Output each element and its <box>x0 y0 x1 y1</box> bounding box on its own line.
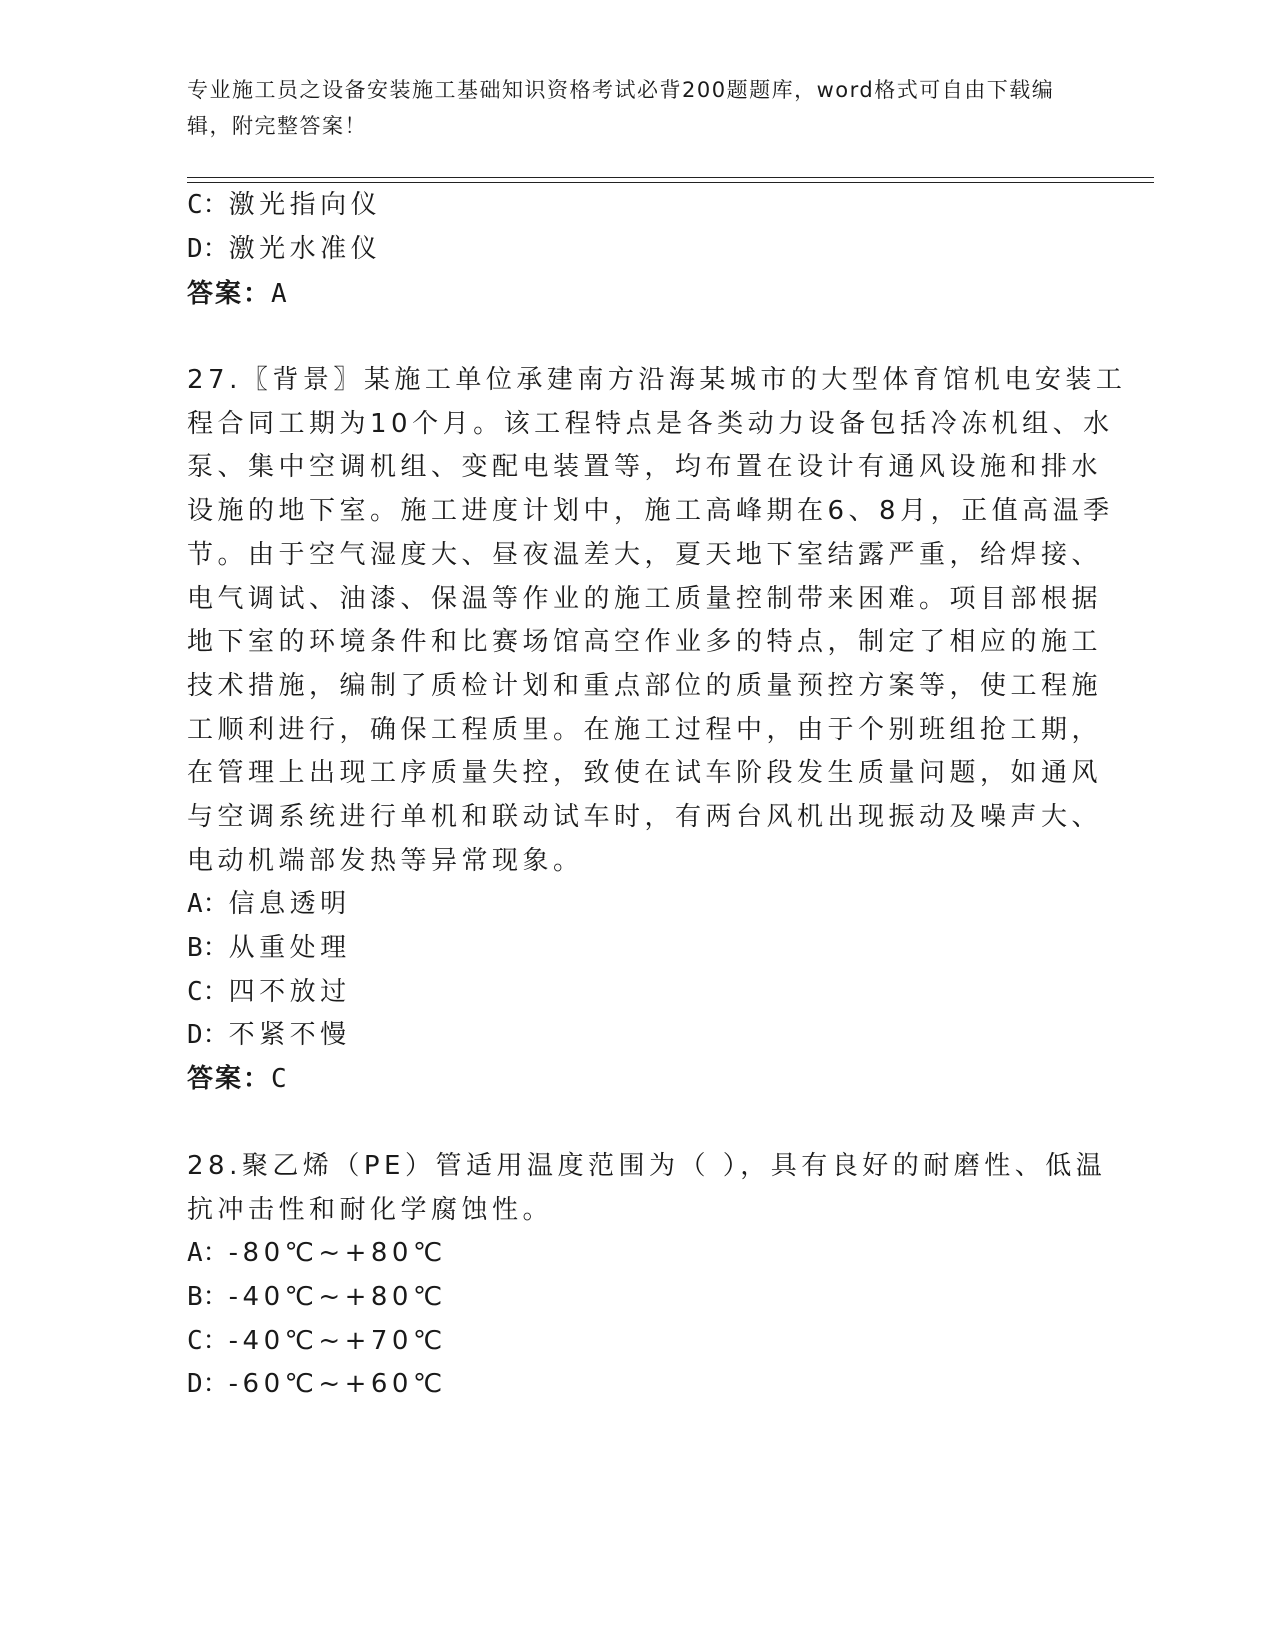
q26-option-c <box>187 189 381 221</box>
q27-option-d <box>187 1019 351 1051</box>
q27-line: 泵、集中空调机组、变配电装置等，均布置在设计有通风设施和排水 <box>187 452 1103 482</box>
q26-answer <box>187 278 289 310</box>
q27-line: 设施的地下室。施工进度计划中，施工高峰期在6、8月，正值高温季 <box>187 496 1114 526</box>
option-text: 不紧不慢 <box>228 1020 351 1050</box>
header-title: 专业施工员之设备安装施工基础知识资格考试必背200题题库，word格式可自由下载编辑，附完整答案！ <box>187 78 1055 138</box>
answer-value: A <box>271 279 289 309</box>
q28-option-d <box>187 1368 447 1400</box>
q27-line: 技术措施，编制了质检计划和重点部位的质量预控方案等，使工程施 <box>187 671 1103 701</box>
option-text: -80℃~+80℃ <box>228 1238 447 1268</box>
option-letter: D： <box>187 1369 229 1399</box>
option-letter: C： <box>187 1326 229 1356</box>
option-letter: B： <box>187 933 229 963</box>
answer-label: 答案： <box>187 1064 272 1094</box>
q27-line: 27.〖背景〗某施工单位承建南方沿海某城市的大型体育馆机电安装工 <box>187 365 1127 395</box>
q27-line: 与空调系统进行单机和联动试车时，有两台风机出现振动及噪声大、 <box>187 802 1103 832</box>
option-text: 从重处理 <box>228 933 351 963</box>
option-letter: C： <box>187 977 229 1007</box>
option-text: 激光指向仪 <box>228 190 382 220</box>
q28-option-c <box>187 1325 447 1357</box>
option-text: -40℃~+70℃ <box>228 1326 447 1356</box>
option-text: -60℃~+60℃ <box>228 1369 447 1399</box>
q26-option-d <box>187 233 381 265</box>
header-rule-bottom <box>187 182 1154 183</box>
option-letter: C： <box>187 190 229 220</box>
page-header <box>187 72 1067 144</box>
q27-line: 程合同工期为10个月。该工程特点是各类动力设备包括冷冻机组、水 <box>187 409 1114 439</box>
option-text: -40℃~+80℃ <box>228 1282 447 1312</box>
q27-line: 电动机端部发热等异常现象。 <box>187 846 584 876</box>
q27-line: 节。由于空气湿度大、昼夜温差大，夏天地下室结露严重，给焊接、 <box>187 540 1103 570</box>
option-text: 信息透明 <box>228 889 351 919</box>
option-letter: D： <box>187 234 229 264</box>
q28-line: 抗冲击性和耐化学腐蚀性。 <box>187 1195 554 1225</box>
q27-line: 地下室的环境条件和比赛场馆高空作业多的特点，制定了相应的施工 <box>187 627 1103 657</box>
q27-line: 在管理上出现工序质量失控，致使在试车阶段发生质量问题，如通风 <box>187 758 1103 788</box>
q28-option-a <box>187 1237 447 1269</box>
q27-line: 电气调试、油漆、保温等作业的施工质量控制带来困难。项目部根据 <box>187 584 1103 614</box>
option-letter: D： <box>187 1020 229 1050</box>
option-letter: A： <box>187 889 229 919</box>
header-rule-top <box>187 177 1154 178</box>
q28-option-b <box>187 1281 447 1313</box>
q27-answer <box>187 1063 289 1095</box>
option-letter: A： <box>187 1238 229 1268</box>
q27-option-a <box>187 888 351 920</box>
option-text: 四不放过 <box>228 977 351 1007</box>
q27-option-b <box>187 932 351 964</box>
answer-label: 答案： <box>187 279 272 309</box>
answer-value: C <box>271 1064 289 1094</box>
option-text: 激光水准仪 <box>228 234 382 264</box>
option-letter: B： <box>187 1282 229 1312</box>
q27-line: 工顺利进行，确保工程质里。在施工过程中，由于个别班组抢工期， <box>187 715 1103 745</box>
q28-line: 28.聚乙烯（PE）管适用温度范围为（ ），具有良好的耐磨性、低温 <box>187 1151 1107 1181</box>
q27-option-c <box>187 976 351 1008</box>
